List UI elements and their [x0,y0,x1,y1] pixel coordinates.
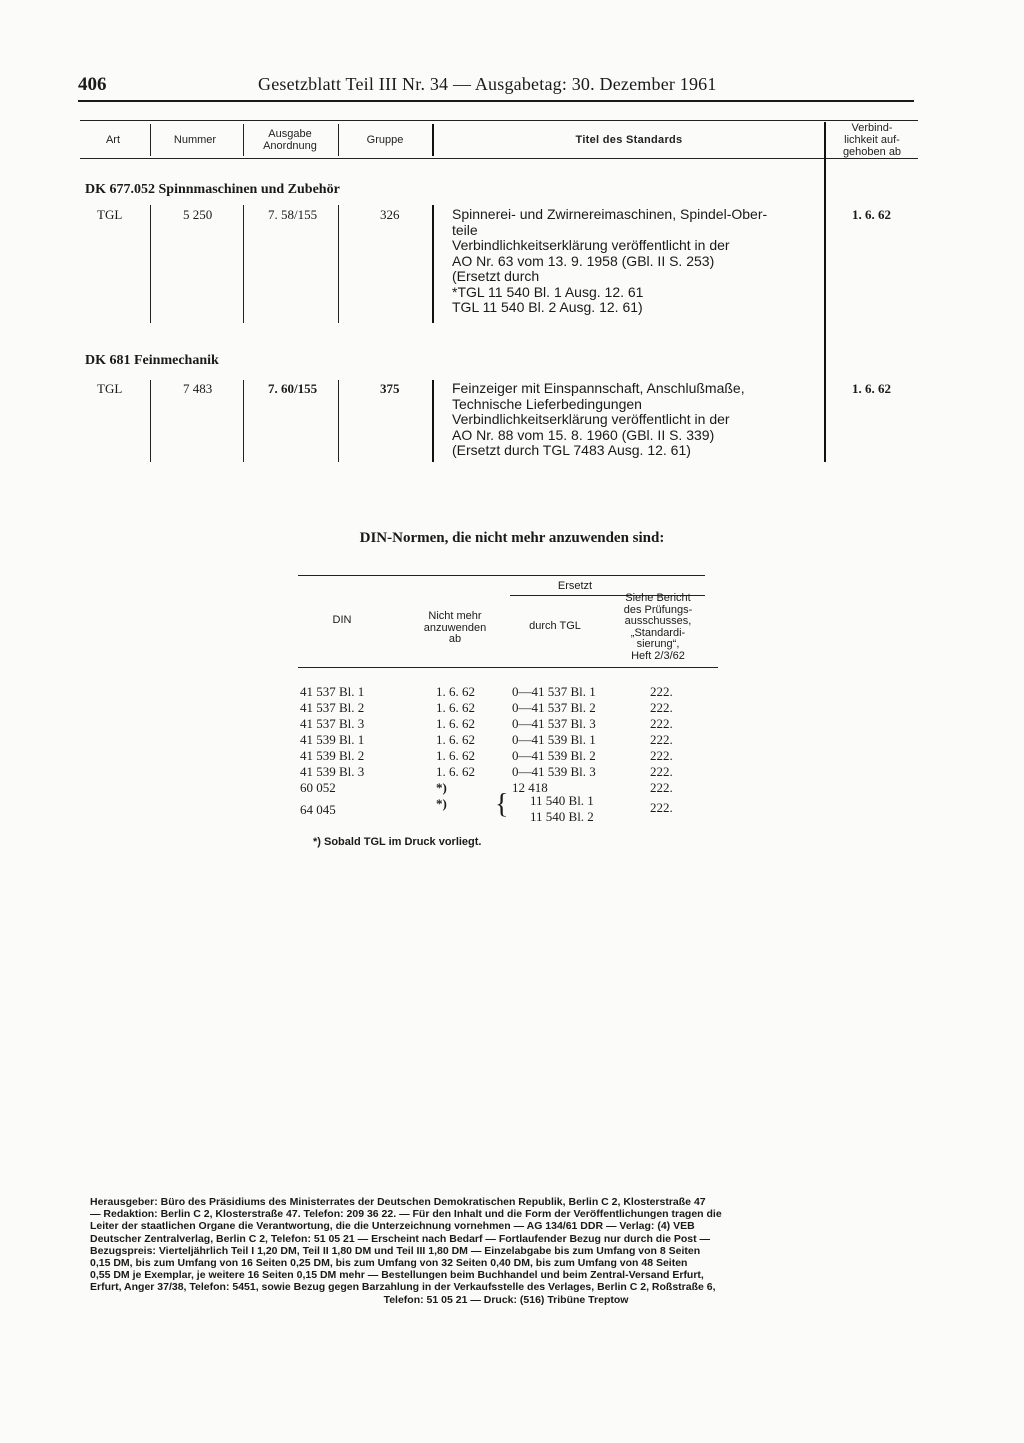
cell-nummer: 5 250 [183,207,213,222]
cell-tgl: 0—41 537 Bl. 3 [512,716,596,731]
impressum-line: Leiter der staatlichen Organe die Verantwortung, die die Unterzeichnung vornehmen — AG 134/61 DDR — Verlag: (4) VEB [90,1220,695,1233]
cell-din: 64 045 [300,802,336,817]
cell-nummer: 7 483 [183,381,213,396]
cell-ab: 1. 6. 62 [436,684,475,699]
cell-tgl: 0—41 539 Bl. 1 [512,732,596,747]
titel-line: teile [452,221,478,238]
impressum-line: Herausgeber: Büro des Präsidiums des Ministerrates der Deutschen Demokratischen Republik, Berlin C 2, Klosterstraße 47 [90,1196,706,1208]
col-sep-right [824,122,826,462]
din-header-rule [298,667,718,668]
din-header-din: DIN [332,614,352,626]
din-header-siehe-line: Siehe Bericht [625,592,691,604]
cell-tgl: 11 540 Bl. 2 [530,809,594,824]
section-heading: DK 681 Feinmechanik [85,353,219,368]
din-header-siehe-line: ausschusses, [624,615,692,627]
table-header-rule [80,158,918,159]
impressum-line: 0,55 DM je Exemplar, je weitere 16 Seiten 0,15 DM mehr — Bestellungen beim Buchhandel und beim Zentral-Versand Erfurt, [90,1269,704,1282]
din-header-nicht-mehr-line: ab [448,633,462,645]
col-header-verbind-line1: Verbind- [851,122,893,134]
titel-line: Feinzeiger mit Einspannschaft, Anschlußmaße, [452,380,745,396]
din-header-siehe-line: sierung“, [636,638,680,650]
cell-art: TGL [97,381,123,396]
cell-din: 41 537 Bl. 1 [300,684,365,699]
cell-ausgabe: 7. 60/155 [268,381,318,396]
din-header-durch-tgl: durch TGL [529,620,581,632]
col-sep [338,124,339,156]
cell-ausgabe: 7. 58/155 [268,207,318,222]
col-header-gruppe: Gruppe [366,134,404,146]
cell-heft: 222. [650,748,673,763]
page-number: 406 [78,74,107,95]
titel-line: (Ersetzt durch [452,268,540,284]
cell-ab: *) [436,780,447,795]
impressum-line: Erfurt, Anger 37/38, Telefon: 5451, sowie Bezug gegen Barzahlung in der Verkaufsstelle des Verlages, Berlin C 2, Roßstraße 6, [90,1281,716,1294]
cell-heft: 222. [650,684,673,699]
brace-icon: { [495,789,509,820]
col-sep [243,124,244,156]
cell-heft: 222. [650,780,673,795]
cell-tgl: 0—41 537 Bl. 1 [512,684,596,699]
cell-tgl: 0—41 539 Bl. 2 [512,748,596,763]
col-header-titel: Titel des Standards [575,134,683,146]
cell-din: 41 539 Bl. 2 [300,748,365,763]
section-heading: DK 677.052 Spinnmaschinen und Zubehör [85,182,340,197]
din-header-nicht-mehr-line: Nicht mehr [428,610,482,622]
col-header-verbind-line3: gehoben ab [842,146,902,158]
din-header-siehe-line: Heft 2/3/62 [631,649,685,662]
col-sep [243,205,244,323]
impressum-line: Telefon: 51 05 21 — Druck: (516) Tribüne Treptow [383,1293,629,1306]
din-section-title: DIN-Normen, die nicht mehr anzuwenden sind: [359,530,665,546]
cell-tgl: 12 418 [512,780,548,795]
cell-ab: *) [436,796,447,811]
titel-line: (Ersetzt durch TGL 7483 Ausg. 12. 61) [452,442,691,458]
cell-tgl: 11 540 Bl. 1 [530,793,594,808]
cell-ab: 1. 6. 62 [436,748,475,763]
col-sep [150,205,151,323]
titel-line: TGL 11 540 Bl. 2 Ausg. 12. 61) [452,299,643,315]
cell-tgl: 0—41 537 Bl. 2 [512,700,596,715]
header-rule [78,100,914,102]
cell-ab: 1. 6. 62 [436,732,475,747]
col-sep [243,380,244,462]
col-sep [432,205,434,323]
impressum-line: Bezugspreis: Vierteljährlich Teil I 1,20 DM, Teil II 1,80 DM und Teil III 1,80 DM — Einzelabgabe bis zum Umfang von 8 Seiten [90,1244,701,1257]
din-header-nicht-mehr [405,611,505,646]
col-sep [150,124,151,156]
din-table-top-rule [298,575,705,576]
cell-ab: 1. 6. 62 [436,764,475,779]
din-header-nicht-mehr-line: anzuwenden [423,621,487,634]
col-header-verbindlichkeit [826,122,918,158]
cell-titel [452,381,745,459]
cell-art: TGL [97,207,123,222]
din-header-ersetzt: Ersetzt [557,580,593,592]
din-header-siehe-line: „Standardi- [630,626,686,639]
cell-aufgehoben-ab: 1. 6. 62 [852,381,891,396]
cell-heft: 222. [650,700,673,715]
din-header-siehe-bericht [606,593,710,662]
cell-ab: 1. 6. 62 [436,716,475,731]
din-header-siehe-line: des Prüfungs- [623,603,693,616]
titel-line: Technische Lieferbedingungen [452,395,642,412]
col-header-ausgabe [243,128,337,152]
impressum-line: Deutscher Zentralverlag, Berlin C 2, Telefon: 51 05 21 — Erscheint nach Bedarf — Fortlaufender Bezug nur durch die Post — [90,1232,711,1245]
col-sep [338,205,339,323]
col-sep [150,380,151,462]
cell-gruppe: 326 [380,207,400,222]
impressum [90,1196,922,1306]
cell-din: 41 539 Bl. 1 [300,732,365,747]
col-sep [338,380,339,462]
cell-heft: 222. [650,716,673,731]
cell-gruppe: 375 [380,381,400,396]
cell-heft: 222. [650,764,673,779]
titel-line: AO Nr. 63 vom 13. 9. 1958 (GBl. II S. 253) [452,252,715,269]
col-sep [432,380,434,462]
col-header-ausgabe-line2: Anordnung [263,140,317,152]
titel-line: Spinnerei- und Zwirnereimaschinen, Spindel-Ober- [452,206,768,222]
impressum-line: 0,15 DM, bis zum Umfang von 16 Seiten 0,25 DM, bis zum Umfang von 32 Seiten 0,40 DM, bis zum Umfang von 48 Seiten [90,1257,688,1270]
cell-din: 41 537 Bl. 3 [300,716,365,731]
cell-titel [452,207,767,316]
gazette-header-title: Gesetzblatt Teil III Nr. 34 — Ausgabetag: 30. Dezember 1961 [258,74,717,94]
cell-heft: 222. [650,800,673,815]
table-top-rule [80,120,918,121]
titel-line: AO Nr. 88 vom 15. 8. 1960 (GBl. II S. 339) [452,426,715,443]
col-sep [432,124,434,156]
cell-din: 41 539 Bl. 3 [300,764,365,779]
cell-din: 60 052 [300,780,336,795]
titel-line: Verbindlichkeitserklärung veröffentlicht in der [452,237,730,253]
impressum-line: — Redaktion: Berlin C 2, Klosterstraße 47. Telefon: 209 36 22. — Für den Inhalt und die Form der Veröffentlichungen tragen die [90,1208,722,1221]
col-header-art: Art [105,134,121,146]
cell-din: 41 537 Bl. 2 [300,700,365,715]
titel-line: Verbindlichkeitserklärung veröffentlicht in der [452,411,730,427]
cell-ab: 1. 6. 62 [436,700,475,715]
cell-aufgehoben-ab: 1. 6. 62 [852,207,891,222]
col-header-nummer: Nummer [173,134,217,146]
footnote: *) Sobald TGL im Druck vorliegt. [313,836,482,848]
col-header-ausgabe-line1: Ausgabe [268,128,312,140]
cell-tgl: 0—41 539 Bl. 3 [512,764,596,779]
col-header-verbind-line2: lichkeit auf- [844,134,900,146]
cell-heft: 222. [650,732,673,747]
titel-line: *TGL 11 540 Bl. 1 Ausg. 12. 61 [452,283,644,300]
